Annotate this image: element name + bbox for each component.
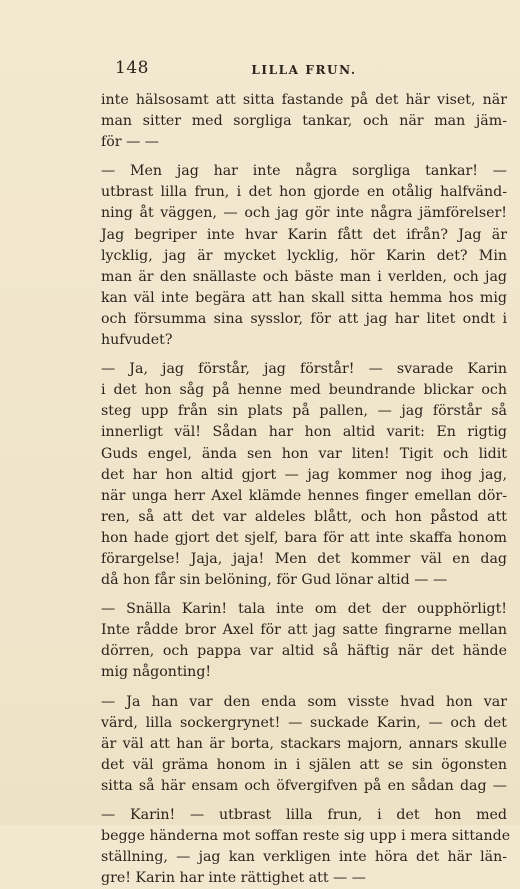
running-title: LILLA FRUN. [251,63,357,77]
text-line: man sitter med sorgliga tankar, och när man jäm- [101,113,507,130]
text-line: steg upp från sin plats på pallen, — jag förstår så [101,403,507,420]
paragraph [101,805,511,889]
text-line: — Men jag har inte några sorgliga tankar! — [101,163,507,180]
text-line: — Ja, jag förstår, jag förstår! — svarade Karin [101,361,507,378]
text-line: Guds engel, ända sen hon var liten! Tigit och lidit [101,445,507,462]
text-line: Jag begriper inte hvar Karin fått det ifrån? Jag är [101,226,507,243]
text-line: sitta så här ensam och öfvergifven på en sådan dag — [101,777,507,794]
text-line: kan väl inte begära att han skall sitta hemma hos mig [101,289,507,306]
text-line: hon hade gjort det sjelf, bara för att inte skaffa honom [101,529,507,546]
paragraph [101,599,507,683]
paragraph [101,90,507,153]
text-line: innerligt väl! Sådan har hon altid varit: En rigtig [101,424,507,441]
text-line: — Karin! — utbrast lilla frun, i det hon med [101,807,507,823]
paragraph [101,359,507,591]
text-line: mig någonting! [101,664,212,681]
text-line: — Ja han var den enda som visste hvad hon var [101,693,507,710]
text-line: ning åt väggen, — och jag gör inte några jämförelser! [101,205,507,222]
text-line: för — — [101,134,159,151]
text-line: ställning, — jag kan verkligen inte höra det här län- [101,849,507,866]
text-line: då hon får sin belöning, för Gud lönar altid — — [101,572,448,589]
page-number: 148 [115,58,149,78]
text-line: inte hälsosamt att sitta fastande på det här viset, när [101,92,507,108]
text-line: hufvudet? [101,332,173,349]
page-header [101,58,507,82]
paragraph [101,692,507,797]
text-line: — Snälla Karin! tala inte om det der oupphörligt! [101,601,507,618]
text-line: det har hon altid gjort — jag kommer nog ihog jag, [101,466,507,483]
text-line: när unga herr Axel klämde hennes finger emellan dör- [101,487,507,504]
paragraph [101,161,507,351]
text-line: dörren, och pappa var altid så häftig när det hände [101,643,507,660]
text-line: ren, så att det var aldeles blått, och hon påstod att [101,508,507,525]
text-line: man är den snällaste och bäste man i verlden, och jag [101,268,507,285]
text-line: värd, lilla sockergrynet! — suckade Karin, — och det [101,714,507,731]
text-line: det väl gräma honom in i själen att se sin ögonsten [101,756,507,773]
text-line: lycklig, jag är mycket lycklig, hör Karin det? Min [101,247,507,264]
text-line: gre! Karin har inte rättighet att — — [101,870,366,887]
text-line: begge händerna mot soffan reste sig upp i mera sittande [101,828,511,845]
text-line: förargelse! Jaja, jaja! Men det kommer väl en dag [101,550,507,567]
text-line: är väl att han är borta, stackars majorn, annars skulle [101,735,507,752]
text-line: och försumma sina sysslor, för att jag har litet ondt i [101,310,507,327]
text-line: Inte rådde bror Axel för att jag satte fingrarne mellan [101,622,507,639]
text-line: utbrast lilla frun, i det hon gjorde en otålig halfvänd- [101,184,507,201]
body-text [101,90,511,889]
text-line: i det hon såg på henne med beundrande blickar och [101,382,507,399]
